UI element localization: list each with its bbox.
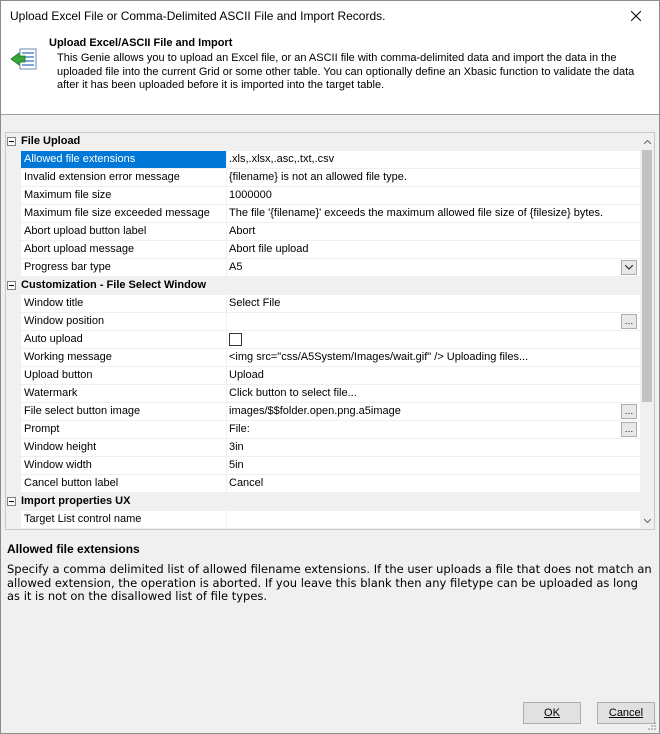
collapse-toggle-icon[interactable]: [7, 137, 16, 146]
row-gutter: [6, 475, 21, 493]
property-value-text: 3in: [229, 441, 244, 453]
collapse-toggle-icon[interactable]: [7, 497, 16, 506]
category-row[interactable]: [6, 133, 640, 151]
property-row[interactable]: [6, 169, 640, 187]
property-row[interactable]: [6, 457, 640, 475]
property-value-text: 1000000: [229, 189, 272, 201]
property-value[interactable]: [227, 313, 640, 331]
help-panel: [1, 531, 659, 691]
scroll-up-button[interactable]: [640, 133, 654, 150]
vertical-scrollbar[interactable]: [640, 133, 654, 529]
property-row[interactable]: [6, 205, 640, 223]
property-value[interactable]: [227, 511, 640, 529]
property-row[interactable]: [6, 439, 640, 457]
property-name[interactable]: Watermark: [21, 385, 227, 403]
collapse-toggle-icon[interactable]: [7, 281, 16, 290]
property-row[interactable]: [6, 187, 640, 205]
row-gutter: [6, 223, 21, 241]
row-gutter: [6, 169, 21, 187]
property-value-text: 5in: [229, 459, 244, 471]
property-name[interactable]: Maximum file size exceeded message: [21, 205, 227, 223]
property-name[interactable]: Allowed file extensions: [21, 151, 227, 169]
property-value-text: File:: [229, 423, 250, 435]
property-name[interactable]: Window width: [21, 457, 227, 475]
property-value[interactable]: [227, 385, 640, 403]
property-value[interactable]: [227, 349, 640, 367]
cancel-button-label: Cancel: [608, 707, 644, 719]
upload-import-icon: [9, 47, 39, 73]
close-icon: [631, 11, 641, 21]
category-label: Customization - File Select Window: [21, 279, 207, 291]
help-text: Specify a comma delimited list of allowed filename extensions. If the user uploads a file that does not match an allowed extension, the operation is aborted. If you leave this blank then any filetype can be uploaded as long as it is not on the disallowed list of file types.: [7, 562, 652, 603]
row-gutter: [6, 439, 21, 457]
property-name[interactable]: Abort upload message: [21, 241, 227, 259]
ok-button-label: OK: [544, 707, 560, 719]
category-label: File Upload: [21, 135, 81, 147]
property-row[interactable]: [6, 313, 640, 331]
property-value[interactable]: [227, 331, 640, 349]
property-name[interactable]: Working message: [21, 349, 227, 367]
property-row[interactable]: [6, 349, 640, 367]
row-gutter: [6, 205, 21, 223]
property-value-text: Abort file upload: [229, 243, 309, 255]
row-gutter: [6, 457, 21, 475]
property-name[interactable]: Prompt: [21, 421, 227, 439]
property-value[interactable]: [227, 475, 640, 493]
property-row[interactable]: [6, 385, 640, 403]
help-title: Allowed file extensions: [7, 542, 140, 556]
property-name[interactable]: Auto upload: [21, 331, 227, 349]
property-name[interactable]: Cancel button label: [21, 475, 227, 493]
window-title: Upload Excel File or Comma-Delimited ASCII File and Import Records.: [10, 9, 386, 23]
property-name[interactable]: Maximum file size: [21, 187, 227, 205]
close-button[interactable]: [613, 1, 659, 31]
category-row[interactable]: [6, 277, 640, 295]
property-value-text: <img src="css/A5System/Images/wait.gif" /> Uploading files...: [229, 351, 529, 363]
scrollbar-thumb[interactable]: [642, 150, 652, 402]
row-gutter: [6, 403, 21, 421]
property-row[interactable]: [6, 223, 640, 241]
property-value-text: A5: [229, 261, 243, 273]
property-value[interactable]: [227, 259, 640, 277]
property-value-text: {filename} is not an allowed file type.: [229, 171, 407, 183]
property-row[interactable]: [6, 511, 640, 529]
property-row[interactable]: [6, 241, 640, 259]
property-value-text: Upload: [229, 369, 264, 381]
row-gutter: [6, 511, 21, 529]
property-value[interactable]: [227, 367, 640, 385]
property-value[interactable]: [227, 421, 640, 439]
chevron-down-icon: [644, 519, 651, 523]
row-gutter: [6, 367, 21, 385]
property-value[interactable]: [227, 151, 640, 169]
category-row[interactable]: [6, 493, 640, 511]
property-value-text: The file '{filename}' exceeds the maximum allowed file size of {filesize} bytes.: [229, 207, 604, 219]
ellipsis-button[interactable]: …: [621, 404, 637, 419]
property-row[interactable]: [6, 367, 640, 385]
property-row[interactable]: [6, 421, 640, 439]
property-value[interactable]: [227, 169, 640, 187]
header-title: Upload Excel/ASCII File and Import: [49, 37, 233, 49]
chevron-down-icon: [625, 265, 633, 270]
dropdown-button[interactable]: [621, 260, 637, 275]
property-grid: [5, 132, 655, 530]
property-name[interactable]: Window height: [21, 439, 227, 457]
row-gutter: [6, 349, 21, 367]
property-value[interactable]: [227, 457, 640, 475]
row-gutter: [6, 151, 21, 169]
property-value-text: Select File: [229, 297, 281, 309]
property-value-text: Click button to select file...: [229, 387, 357, 399]
title-bar: [1, 1, 659, 31]
property-value[interactable]: [227, 205, 640, 223]
row-gutter: [6, 295, 21, 313]
property-name[interactable]: File select button image: [21, 403, 227, 421]
row-gutter: [6, 421, 21, 439]
property-name[interactable]: Progress bar type: [21, 259, 227, 277]
property-row[interactable]: [6, 403, 640, 421]
genie-header: [1, 31, 659, 115]
property-value[interactable]: [227, 223, 640, 241]
property-name[interactable]: Window position: [21, 313, 227, 331]
property-value[interactable]: [227, 403, 640, 421]
property-name[interactable]: Target List control name: [21, 511, 227, 529]
auto-upload-checkbox[interactable]: [229, 333, 242, 346]
row-gutter: [6, 385, 21, 403]
property-value-text: Abort: [229, 225, 256, 237]
property-name[interactable]: Invalid extension error message: [21, 169, 227, 187]
property-value[interactable]: [227, 241, 640, 259]
property-row[interactable]: [6, 259, 640, 277]
chevron-up-icon: [644, 140, 651, 144]
category-label: Import properties UX: [21, 495, 131, 507]
property-row[interactable]: [6, 475, 640, 493]
property-value[interactable]: [227, 295, 640, 313]
ellipsis-button[interactable]: …: [621, 314, 637, 329]
property-value-text: images/$$folder.open.png.a5image: [229, 405, 401, 417]
resize-grip-icon[interactable]: [647, 721, 657, 731]
property-value[interactable]: [227, 187, 640, 205]
property-value-text: .xls,.xlsx,.asc,.txt,.csv: [229, 153, 335, 165]
row-gutter: [6, 241, 21, 259]
property-row[interactable]: [6, 331, 640, 349]
property-value[interactable]: [227, 439, 640, 457]
row-gutter: [6, 259, 21, 277]
scroll-down-button[interactable]: [640, 512, 654, 529]
row-gutter: [6, 331, 21, 349]
property-value-text: Cancel: [229, 477, 264, 489]
property-name[interactable]: Upload button: [21, 367, 227, 385]
row-gutter: [6, 187, 21, 205]
header-description: This Genie allows you to upload an Excel file, or an ASCII file with comma-delimited data and import the data in the uploaded file into the current Grid or some other table. You can optionally define an Xbasic function to validate the data after it has been uploaded before it is imported into the target table.: [57, 52, 635, 91]
property-name[interactable]: Window title: [21, 295, 227, 313]
ok-button[interactable]: [523, 702, 581, 724]
row-gutter: [6, 313, 21, 331]
ellipsis-button[interactable]: …: [621, 422, 637, 437]
property-row[interactable]: [6, 295, 640, 313]
property-row[interactable]: [6, 151, 640, 169]
property-name[interactable]: Abort upload button label: [21, 223, 227, 241]
